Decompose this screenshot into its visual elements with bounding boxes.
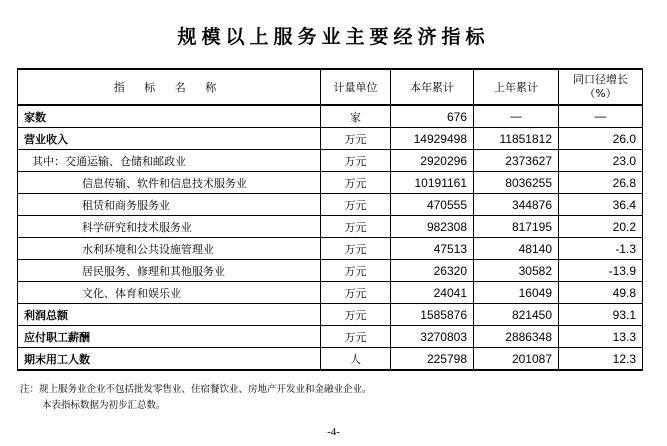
row-current: 24041 [391, 282, 474, 304]
table-row [18, 260, 643, 282]
table-row [18, 238, 643, 260]
row-growth: 13.3 [559, 326, 643, 348]
row-unit: 人 [321, 348, 391, 371]
header-unit: 计量单位 [321, 69, 391, 105]
table-row [18, 326, 643, 348]
header-growth [559, 69, 643, 105]
header-growth-line2: （%） [584, 87, 617, 100]
row-growth: 93.1 [559, 304, 643, 326]
row-previous: 8036255 [474, 172, 559, 194]
row-previous: 30582 [474, 260, 559, 282]
row-growth: -13.9 [559, 260, 643, 282]
header-growth-line1: 同口径增长 [573, 73, 628, 86]
row-unit: 万元 [321, 260, 391, 282]
row-current: 14929498 [391, 128, 474, 150]
row-previous: 201087 [474, 348, 559, 371]
row-current: 470555 [391, 194, 474, 216]
row-current: 3270803 [391, 326, 474, 348]
row-growth: 20.2 [559, 216, 643, 238]
row-unit: 万元 [321, 326, 391, 348]
row-unit: 万元 [321, 282, 391, 304]
row-growth: — [559, 105, 643, 128]
header-current-year: 本年累计 [391, 69, 474, 105]
row-name: 居民服务、修理和其他服务业 [18, 260, 321, 282]
row-previous: 48140 [474, 238, 559, 260]
row-name: 期末用工人数 [18, 348, 321, 371]
row-growth: -1.3 [559, 238, 643, 260]
row-current: 676 [391, 105, 474, 128]
row-unit: 万元 [321, 194, 391, 216]
row-previous: 16049 [474, 282, 559, 304]
table-row [18, 216, 643, 238]
header-indicator-name: 指 标 名 称 [18, 69, 321, 105]
row-current: 10191161 [391, 172, 474, 194]
row-current: 26320 [391, 260, 474, 282]
row-current: 1585876 [391, 304, 474, 326]
row-current: 2920296 [391, 150, 474, 172]
header-previous-year: 上年累计 [474, 69, 559, 105]
row-name: 信息传输、软件和信息技术服务业 [18, 172, 321, 194]
row-unit: 万元 [321, 216, 391, 238]
table-row [18, 172, 643, 194]
row-growth: 23.0 [559, 150, 643, 172]
row-name: 科学研究和技术服务业 [18, 216, 321, 238]
footnote-line: 注：规上服务业企业不包括批发零售业、住宿餐饮业、房地产开发业和金融业企业。 [20, 384, 372, 395]
table-row [18, 282, 643, 304]
page-number: -4- [327, 426, 340, 438]
row-unit: 万元 [321, 150, 391, 172]
row-growth: 26.8 [559, 172, 643, 194]
table-header-row [18, 69, 643, 105]
footnote-line: 本表指标数据为初步汇总数。 [42, 400, 166, 411]
row-previous: 344876 [474, 194, 559, 216]
row-name: 文化、体育和娱乐业 [18, 282, 321, 304]
table-row [18, 194, 643, 216]
row-current: 982308 [391, 216, 474, 238]
row-growth: 49.8 [559, 282, 643, 304]
row-unit: 万元 [321, 128, 391, 150]
row-current: 47513 [391, 238, 474, 260]
row-previous: — [474, 105, 559, 128]
row-growth: 36.4 [559, 194, 643, 216]
row-previous: 2373627 [474, 150, 559, 172]
footnotes [20, 382, 372, 414]
row-current: 225798 [391, 348, 474, 371]
row-growth: 12.3 [559, 348, 643, 371]
row-unit: 家 [321, 105, 391, 128]
row-unit: 万元 [321, 304, 391, 326]
row-name: 应付职工薪酬 [18, 326, 321, 348]
table-row [18, 150, 643, 172]
row-growth: 26.0 [559, 128, 643, 150]
table-row [18, 128, 643, 150]
row-name: 租赁和商务服务业 [18, 194, 321, 216]
row-previous: 821450 [474, 304, 559, 326]
row-unit: 万元 [321, 238, 391, 260]
indicators-table [17, 68, 643, 371]
table-row [18, 348, 643, 371]
row-unit: 万元 [321, 172, 391, 194]
table-row [18, 105, 643, 128]
row-name: 家数 [18, 105, 321, 128]
row-name: 其中：交通运输、仓储和邮政业 [18, 150, 321, 172]
row-previous: 11851812 [474, 128, 559, 150]
row-previous: 817195 [474, 216, 559, 238]
row-name: 水利环境和公共设施管理业 [18, 238, 321, 260]
row-name: 营业收入 [18, 128, 321, 150]
table-row [18, 304, 643, 326]
row-name: 利润总额 [18, 304, 321, 326]
page-title: 规模以上服务业主要经济指标 [177, 26, 490, 48]
row-previous: 2886348 [474, 326, 559, 348]
